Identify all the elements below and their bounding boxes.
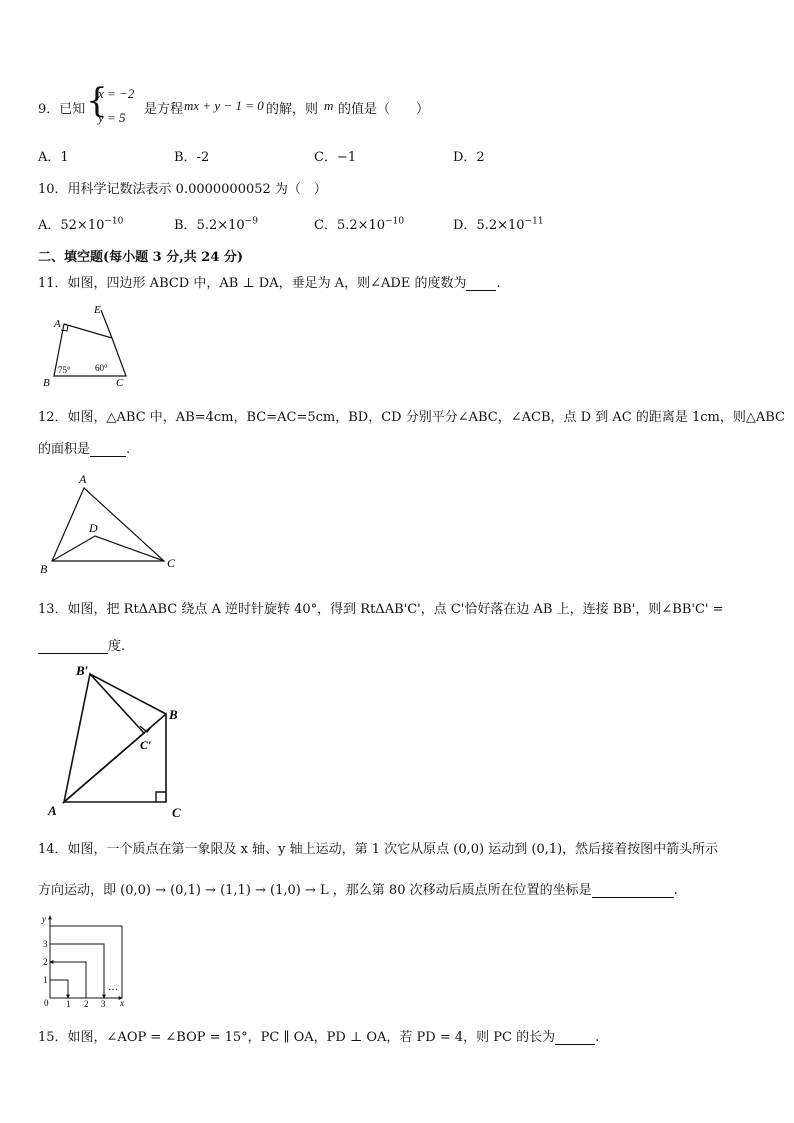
q9-option-c[interactable]: C．−1	[314, 150, 357, 165]
q14-line2	[38, 879, 678, 898]
q9-variable: m	[324, 98, 334, 113]
q14-x-tick-2: 2	[84, 999, 89, 1009]
q10-option-c[interactable]	[314, 214, 404, 233]
q10-option-d-exponent: −11	[524, 216, 544, 227]
q9-text-tail: 的解，则	[266, 102, 319, 117]
q12-line2	[38, 438, 130, 457]
section-heading: 二、填空题(每小题 3 分,共 24 分)	[38, 250, 244, 265]
q10-option-c-mantissa: 5.2×10	[336, 218, 386, 233]
q12-answer-blank[interactable]	[90, 442, 126, 457]
q14-axis-x-label: x	[120, 998, 124, 1008]
q11-label-c: C	[116, 377, 124, 389]
q14-figure	[38, 910, 138, 1010]
q11-label-b: B	[43, 377, 50, 389]
q11-angle-c: 60°	[95, 363, 108, 373]
q10-option-a-exponent: −10	[104, 216, 124, 227]
q14-origin: 0	[44, 998, 49, 1008]
q13-figure	[40, 660, 200, 826]
q9-system-line2: y = 5	[98, 110, 126, 125]
q10-option-b-exponent: −9	[244, 216, 258, 227]
q13-label-a: A	[48, 803, 57, 818]
q14-y-tick-3: 3	[43, 939, 48, 949]
q10-option-c-exponent: −10	[385, 216, 405, 227]
q10-text: 10．用科学记数法表示 0.0000000052 为（ ）	[38, 182, 327, 197]
q14-y-tick-2: 2	[43, 957, 48, 967]
q13-line1: 13．如图，把 RtΔABC 绕点 A 逆时针旋转 40°，得到 RtΔAB'C'，点 C'恰好落在边 AB 上，连接 BB'，则∠BB'C' =	[38, 602, 724, 617]
q10-option-d-label: D．	[453, 218, 477, 233]
q11-end: .	[496, 276, 501, 291]
q12-triangle	[52, 488, 164, 561]
q9-system-line1: x = −2	[98, 86, 135, 101]
q12-label-c: C	[167, 556, 176, 570]
q9-text-mid: 是方程	[144, 102, 184, 117]
q14-x-tick-3: 3	[101, 999, 106, 1009]
q9-number: 9．已知	[38, 102, 86, 117]
q15-end: .	[595, 1030, 600, 1045]
q14-line2-text: 方向运动，即 (0,0) → (0,1) → (1,1) → (1,0) → L ，那么第 80 次移动后质点所在位置的坐标是	[38, 883, 592, 898]
q12-label-b: B	[40, 562, 48, 576]
q10-option-c-label: C．	[314, 218, 337, 233]
q10-option-b-mantissa: 5.2×10	[196, 218, 245, 233]
q14-line1: 14．如图，一个质点在第一象限及 x 轴、y 轴上运动，第 1 次它从原点 (0,0) 运动到 (0,1)，然后接着按图中箭头所示	[38, 842, 719, 857]
q11-text	[38, 272, 501, 291]
q12-label-a: A	[79, 472, 87, 486]
q14-axis-y-label: y	[42, 914, 46, 924]
q13-line2-text: 度.	[108, 639, 126, 654]
q14-y-tick-1: 1	[43, 975, 48, 985]
q10-option-b[interactable]	[174, 214, 258, 233]
q9-system-brace: {	[86, 81, 108, 121]
q10-option-a-mantissa: 52×10	[60, 218, 105, 233]
q14-answer-blank[interactable]	[592, 883, 674, 898]
q15-question: 15．如图，∠AOP = ∠BOP = 15°，PC ∥ OA，PD ⊥ OA，若 PD = 4，则 PC 的长为	[38, 1030, 556, 1045]
q11-label-e: E	[94, 304, 101, 316]
q9-text-tail2: 的值是（ ）	[338, 102, 430, 117]
q14-path-step1	[50, 980, 68, 998]
q12-label-d: D	[89, 521, 98, 535]
q13-label-b: B	[169, 707, 178, 722]
q14-path-step3	[50, 944, 104, 998]
q11-figure	[40, 300, 140, 392]
q11-line-de	[101, 310, 112, 338]
q9-option-d[interactable]: D．2	[453, 150, 485, 165]
q14-x-tick-1: 1	[66, 999, 71, 1009]
q11-label-a: A	[54, 318, 61, 330]
q13-right-angle-c	[156, 792, 166, 802]
q11-angle-b: 75°	[58, 365, 71, 375]
q12-figure	[38, 470, 188, 580]
q10-option-d[interactable]	[453, 214, 544, 233]
q13-triangle-ab1c1	[64, 674, 144, 802]
q12-end: .	[126, 442, 131, 457]
q10-option-a-label: A．	[38, 218, 61, 233]
q11-question: 11．如图，四边形 ABCD 中，AB ⊥ DA，垂足为 A，则∠ADE 的度数为	[38, 276, 467, 291]
q9-equation: mx + y − 1 = 0	[184, 98, 264, 113]
q10-option-b-label: B．	[174, 218, 197, 233]
q13-label-b1: B′	[76, 663, 89, 678]
q14-ellipsis: …	[108, 982, 118, 993]
q14-end: .	[673, 883, 678, 898]
q12-line1: 12．如图，△ABC 中，AB=4cm，BC=AC=5cm，BD，CD 分别平分∠ABC，∠ACB，点 D 到 AC 的距离是 1cm，则△ABC	[38, 410, 785, 425]
q10-option-a[interactable]	[38, 214, 123, 233]
q13-label-c: C	[172, 805, 181, 820]
q13-line2	[38, 635, 125, 654]
q12-bisectors	[52, 536, 164, 561]
q9-option-a[interactable]: A．1	[38, 150, 69, 165]
q15-text	[38, 1026, 599, 1045]
q11-answer-blank[interactable]	[466, 276, 496, 291]
q13-answer-blank[interactable]	[38, 639, 108, 654]
q13-label-c1: C′	[140, 738, 152, 752]
q11-right-angle-mark	[61, 325, 68, 331]
q15-answer-blank[interactable]	[555, 1030, 595, 1045]
q9-option-b[interactable]: B．-2	[174, 150, 210, 165]
q10-option-d-mantissa: 5.2×10	[476, 218, 525, 233]
q13-segment-bb1	[90, 674, 166, 714]
q12-line2-text: 的面积是	[38, 442, 91, 457]
